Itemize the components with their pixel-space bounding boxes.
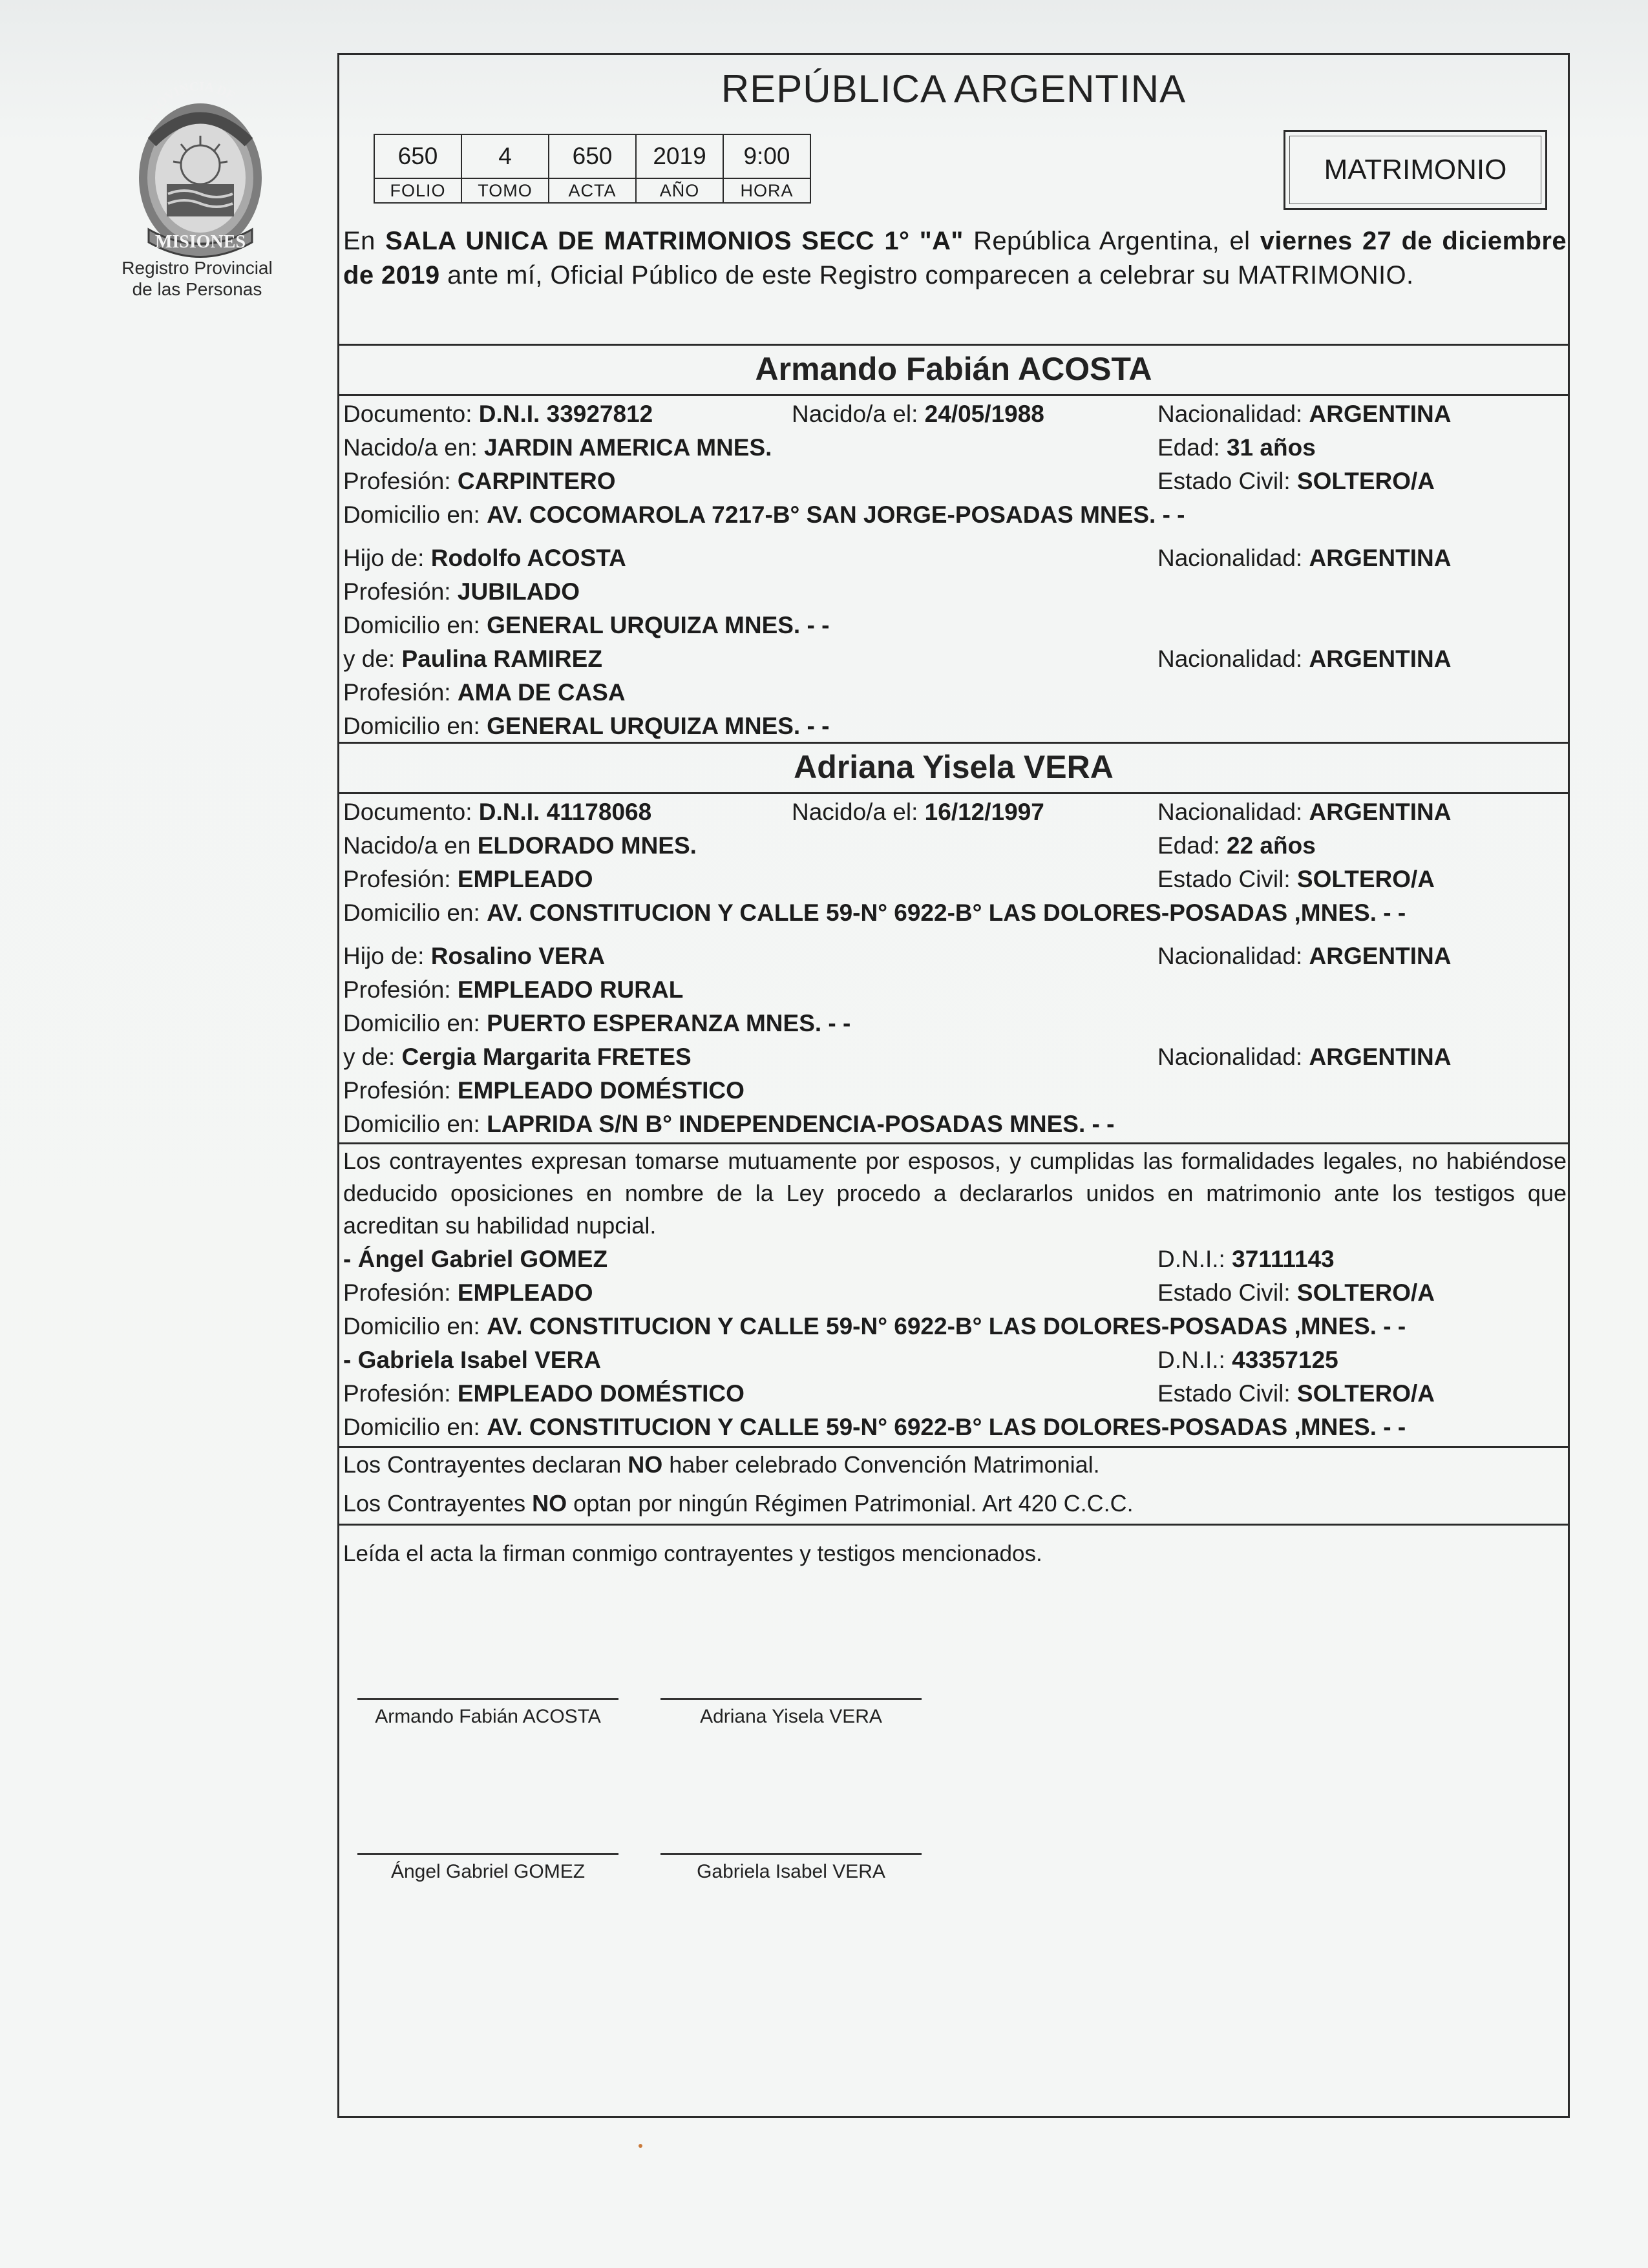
folio-label: FOLIO	[374, 178, 461, 203]
signature-line	[357, 1698, 618, 1700]
divider	[339, 1446, 1568, 1448]
country-title: REPÚBLICA ARGENTINA	[721, 67, 1187, 110]
witness2-address: Domicilio en: AV. CONSTITUCION Y CALLE 59-N° 6922-B° LAS DOLORES-POSADAS ,MNES. - -	[343, 1414, 1406, 1440]
spouse2-father-address: Domicilio en: PUERTO ESPERANZA MNES. - -	[343, 1010, 851, 1036]
spouse1-father-address: Domicilio en: GENERAL URQUIZA MNES. - -	[343, 612, 830, 638]
regime-statement: Los Contrayentes NO optan por ningún Régimen Patrimonial. Art 420 C.C.C.	[343, 1490, 1134, 1517]
spouse2-mother-profession: Profesión: EMPLEADO DOMÉSTICO	[343, 1077, 745, 1104]
hora-label: HORA	[723, 178, 810, 203]
spouse2-nationality: Nacionalidad: ARGENTINA	[1157, 799, 1452, 825]
spouse1-father: Hijo de: Rodolfo ACOSTA	[343, 545, 626, 571]
witness1-profession: Profesión: EMPLEADO	[343, 1279, 593, 1306]
convention-statement: Los Contrayentes declaran NO haber celebrado Convención Matrimonial.	[343, 1451, 1100, 1478]
folio-value: 650	[374, 134, 461, 178]
spouse2-father-nationality: Nacionalidad: ARGENTINA	[1157, 943, 1452, 969]
spouse1-mother: y de: Paulina RAMIREZ	[343, 646, 602, 672]
signature-name: Adriana Yisela VERA	[700, 1706, 882, 1727]
intro-paragraph: En SALA UNICA DE MATRIMONIOS SECC 1° "A" República Argentina, el viernes 27 de diciembre de 2019 ante mí, Oficial Público de este Registro comparecen a celebrar su MATRIMONIO.	[343, 227, 1567, 289]
witness1-address: Domicilio en: AV. CONSTITUCION Y CALLE 59-N° 6922-B° LAS DOLORES-POSADAS ,MNES. - -	[343, 1313, 1406, 1339]
divider	[339, 344, 1568, 346]
witness2-name: - Gabriela Isabel VERA	[343, 1347, 601, 1373]
spouse2-mother: y de: Cergia Margarita FRETES	[343, 1044, 692, 1070]
spouse1-profession: Profesión: CARPINTERO	[343, 468, 616, 494]
signature-line	[660, 1698, 922, 1700]
spouse1-mother-address: Domicilio en: GENERAL URQUIZA MNES. - -	[343, 713, 830, 739]
hora-value: 9:00	[723, 134, 810, 178]
spouse2-father: Hijo de: Rosalino VERA	[343, 943, 606, 969]
province-seal	[123, 81, 278, 268]
spouse1-father-nationality: Nacionalidad: ARGENTINA	[1157, 545, 1452, 571]
witness2-dni: D.N.I.: 43357125	[1157, 1347, 1338, 1373]
spouse2-father-profession: Profesión: EMPLEADO RURAL	[343, 976, 684, 1003]
svg-text:PROVINCIA DE: PROVINCIA DE	[142, 81, 238, 125]
witness2-civil-status: Estado Civil: SOLTERO/A	[1157, 1380, 1435, 1407]
tomo-value: 4	[461, 134, 549, 178]
acta-value: 650	[549, 134, 636, 178]
spouse2-mother-nationality: Nacionalidad: ARGENTINA	[1157, 1044, 1452, 1070]
spouse1-name: Armando Fabián ACOSTA	[755, 351, 1152, 387]
registry-label: Registro Provincial de las Personas	[121, 258, 273, 299]
acta-label: ACTA	[549, 178, 636, 203]
spouse2-documento: Documento: D.N.I. 41178068	[343, 799, 652, 825]
spouse2-name: Adriana Yisela VERA	[794, 749, 1114, 785]
divider	[339, 1142, 1568, 1144]
record-type-box: MATRIMONIO	[1284, 130, 1547, 210]
spouse1-age: Edad: 31 años	[1157, 434, 1316, 461]
signature-name: Ángel Gabriel GOMEZ	[390, 1861, 586, 1882]
witness1-civil-status: Estado Civil: SOLTERO/A	[1157, 1279, 1435, 1306]
anio-label: AÑO	[636, 178, 723, 203]
closing-statement: Leída el acta la firman conmigo contrayentes y testigos mencionados.	[343, 1541, 1042, 1566]
record-frame	[337, 53, 1570, 2118]
signature-name: Armando Fabián ACOSTA	[375, 1706, 601, 1727]
spouse1-address: Domicilio en: AV. COCOMAROLA 7217-B° SAN JORGE-POSADAS MNES. - -	[343, 501, 1185, 528]
spouse1-mother-nationality: Nacionalidad: ARGENTINA	[1157, 646, 1452, 672]
divider	[339, 1524, 1568, 1526]
spouse2-civil-status: Estado Civil: SOLTERO/A	[1157, 866, 1435, 892]
spouse1-nationality: Nacionalidad: ARGENTINA	[1157, 401, 1452, 427]
divider	[339, 792, 1568, 794]
spouse1-mother-profession: Profesión: AMA DE CASA	[343, 679, 626, 706]
signature-line	[357, 1853, 618, 1855]
spouse2-birthdate: Nacido/a el: 16/12/1997	[792, 799, 1044, 825]
scan-speck	[639, 2144, 642, 2148]
svg-text:MISIONES: MISIONES	[154, 232, 246, 252]
record-number-table	[374, 134, 811, 204]
spouse2-age: Edad: 22 años	[1157, 832, 1316, 859]
witness1-name: - Ángel Gabriel GOMEZ	[343, 1246, 608, 1272]
spouse2-profession: Profesión: EMPLEADO	[343, 866, 593, 892]
spouse2-birthplace: Nacido/a en ELDORADO MNES.	[343, 832, 697, 859]
witness2-profession: Profesión: EMPLEADO DOMÉSTICO	[343, 1380, 745, 1407]
divider	[339, 742, 1568, 744]
spouse1-documento: Documento: D.N.I. 33927812	[343, 401, 653, 427]
anio-value: 2019	[636, 134, 723, 178]
spouse1-birthplace: Nacido/a en: JARDIN AMERICA MNES.	[343, 434, 772, 461]
spouse1-birthdate: Nacido/a el: 24/05/1988	[792, 401, 1044, 427]
signature-line	[660, 1853, 922, 1855]
declaration-paragraph: Los contrayentes expresan tomarse mutuamente por esposos, y cumplidas las formalidades legales, no habiéndose deducido oposiciones en nombre de la Ley procedo a declararlos unidos en matrimonio ante los testigos que acreditan su habilidad nupcial.	[343, 1148, 1567, 1239]
divider	[339, 394, 1568, 396]
tomo-label: TOMO	[461, 178, 549, 203]
spouse1-father-profession: Profesión: JUBILADO	[343, 578, 580, 605]
spouse2-mother-address: Domicilio en: LAPRIDA S/N B° INDEPENDENCIA-POSADAS MNES. - -	[343, 1111, 1115, 1137]
witness1-dni: D.N.I.: 37111143	[1157, 1246, 1335, 1272]
spouse2-address: Domicilio en: AV. CONSTITUCION Y CALLE 59-N° 6922-B° LAS DOLORES-POSADAS ,MNES. - -	[343, 899, 1406, 926]
signature-name: Gabriela Isabel VERA	[697, 1861, 885, 1882]
spouse1-civil-status: Estado Civil: SOLTERO/A	[1157, 468, 1435, 494]
